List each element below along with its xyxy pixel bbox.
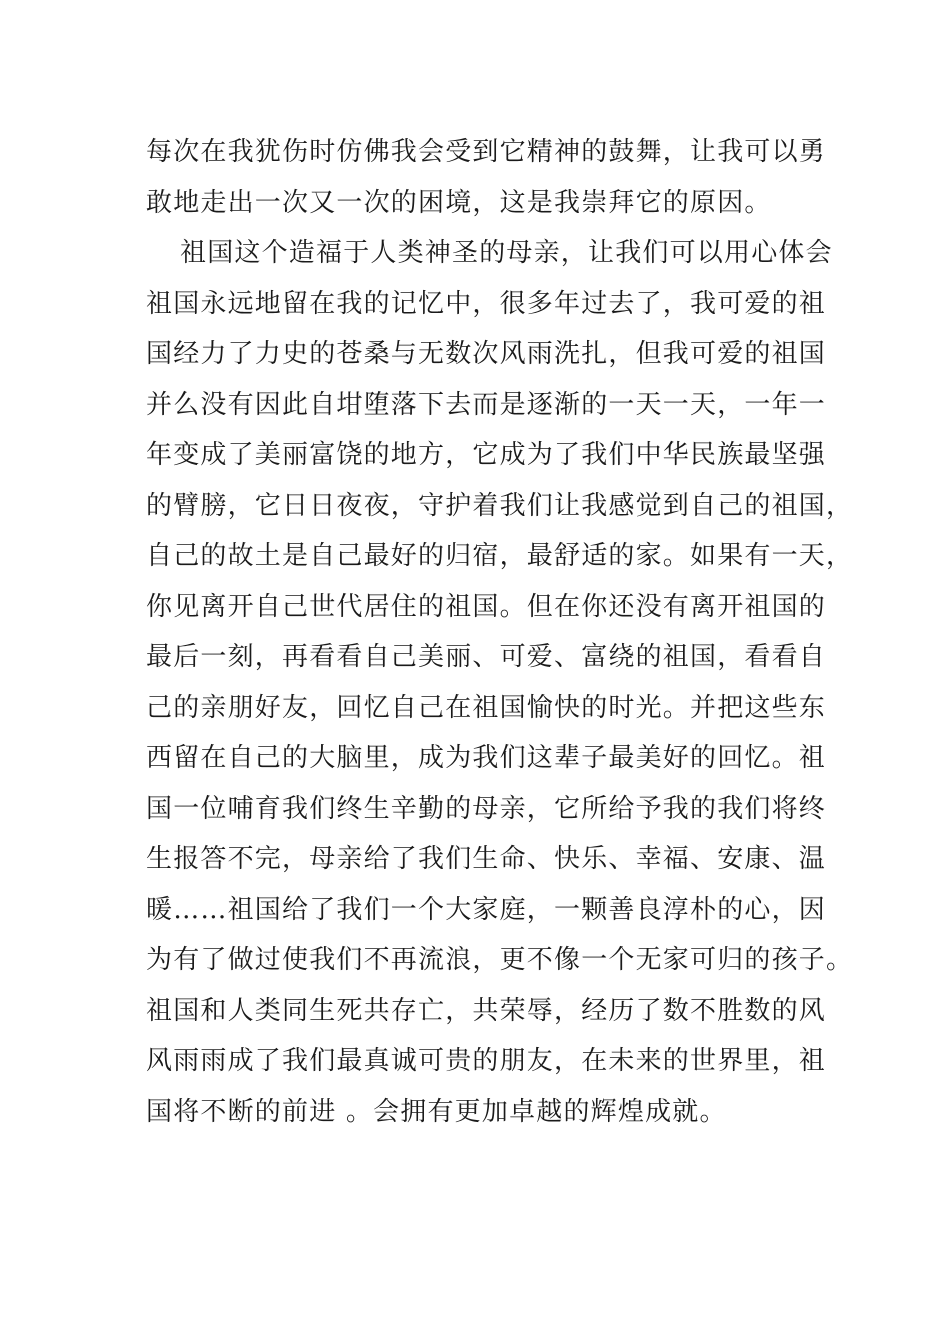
text-line: 风雨雨成了我们最真诚可贵的朋友，在未来的世界里，祖 xyxy=(146,1046,827,1076)
text-line: 并么没有因此自坩堕落下去而是逐渐的一天一天，一年一 xyxy=(146,389,827,420)
text-line: 的臂膀，它日日夜夜，守护着我们让我感觉到自己的祖国， xyxy=(146,490,854,521)
text-line: 年变成了美丽富饶的地方，它成为了我们中华民族最坚强 xyxy=(146,440,827,470)
text-line: 己的亲朋好友，回忆自己在祖国愉快的时光。并把这些东 xyxy=(146,692,827,723)
text-line: 为有了做过使我们不再流浪，更不像一个无家可归的孩子。 xyxy=(146,945,854,975)
text-line: 国一位哺育我们终生辛勤的母亲，它所给予我的我们将终 xyxy=(146,793,827,824)
text-line: 敢地走出一次又一次的困境，这是我崇拜它的原因。 xyxy=(146,187,772,218)
text-line: 你见离开自己世代居住的祖国。但在你还没有离开祖国的 xyxy=(146,591,827,622)
text-line: 生报答不完，母亲给了我们生命、快乐、幸福、安康、温 xyxy=(146,844,827,874)
body-text xyxy=(146,127,854,1137)
text-line: 国将不断的前进 。会拥有更加卓越的辉煌成就。 xyxy=(146,1096,727,1127)
paragraph-start-line: 祖国这个造福于人类神圣的母亲，让我们可以用心体会 xyxy=(180,238,833,268)
text-line: 最后一刻，再看看自己美丽、可爱、富绕的祖国，看看自 xyxy=(146,642,827,672)
text-line: 国经力了力史的苍桑与无数次风雨洗扎，但我可爱的祖国 xyxy=(146,339,827,369)
text-line: 西留在自己的大脑里，成为我们这辈子最美好的回忆。祖 xyxy=(146,743,827,773)
text-line: 祖国永远地留在我的记忆中，很多年过去了，我可爱的祖 xyxy=(146,288,827,319)
text-line: 自己的故土是自己最好的归宿，最舒适的家。如果有一天， xyxy=(146,541,854,571)
text-line: 祖国和人类同生死共存亡，共荣辱，经历了数不胜数的风 xyxy=(146,995,827,1026)
text-line: 每次在我犹伤时仿佛我会受到它精神的鼓舞，让我可以勇 xyxy=(146,137,827,167)
text-line: 暖……祖国给了我们一个大家庭，一颗善良淳朴的心，因 xyxy=(146,894,827,925)
